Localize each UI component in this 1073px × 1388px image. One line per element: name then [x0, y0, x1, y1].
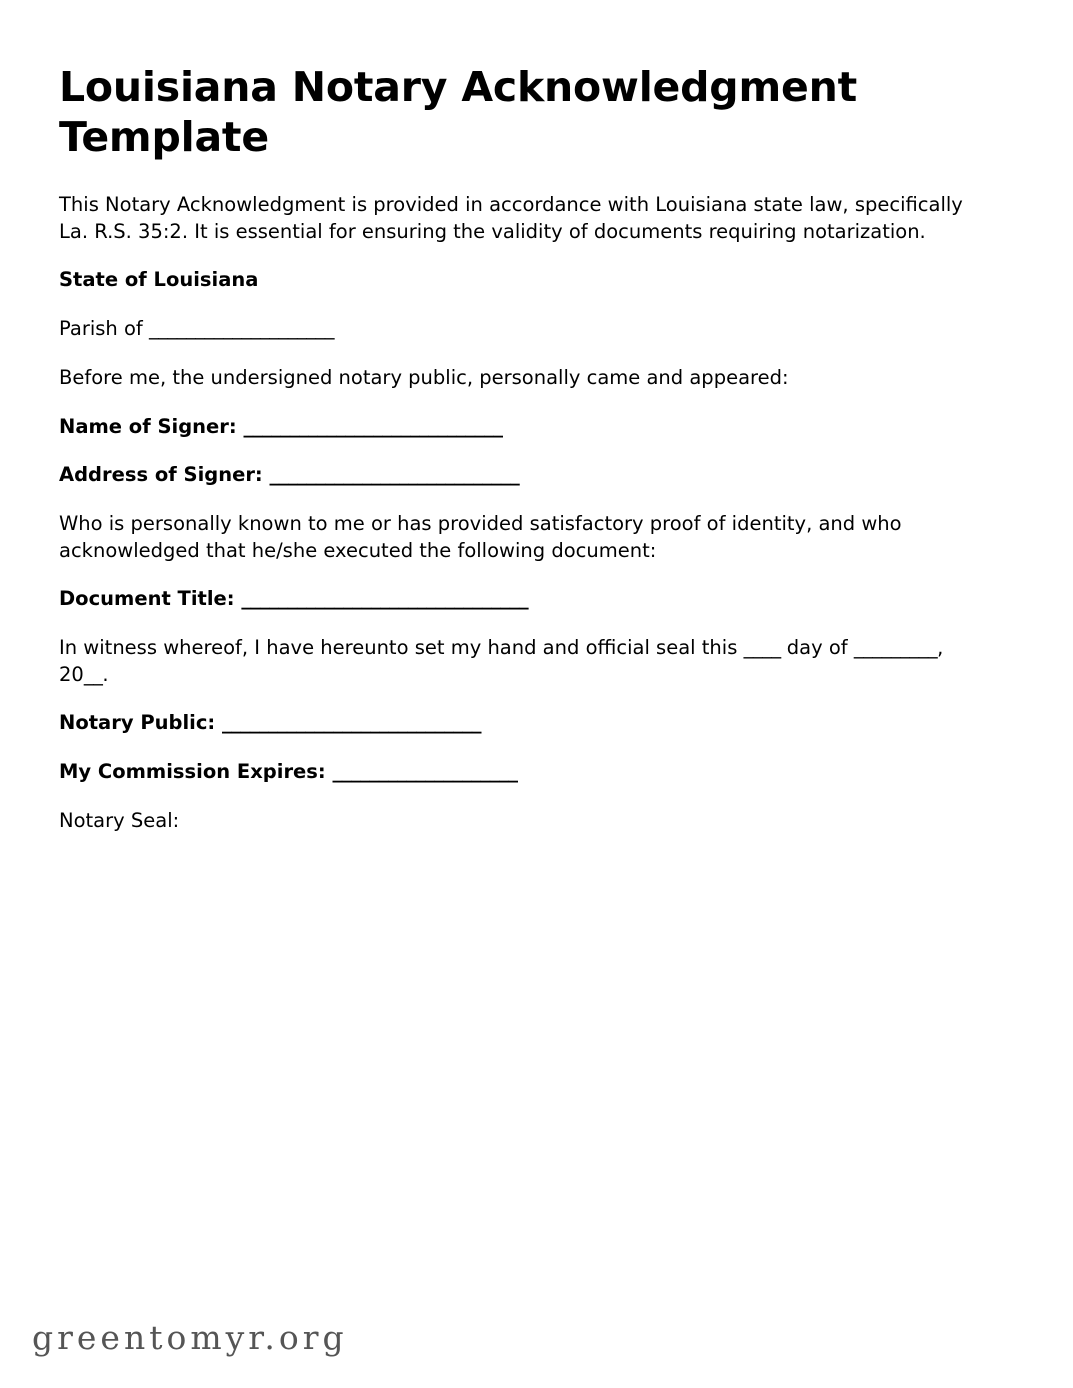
- document-title-line: [59, 586, 971, 613]
- document-title-blank-field[interactable]: _______________________________: [241, 587, 529, 611]
- known-to-me-paragraph: Who is personally known to me or has provided satisfactory proof of identity, and who acknowledged that he/she executed the following document:: [59, 511, 902, 562]
- witness-paragraph: [59, 635, 971, 688]
- witness-day-blank-field[interactable]: ____: [743, 636, 781, 660]
- address-of-signer-line: [59, 462, 971, 489]
- site-watermark: greentomyr.org: [32, 1318, 348, 1357]
- document-title-label: Document Title:: [59, 587, 242, 611]
- witness-month-blank-field[interactable]: _________: [853, 636, 938, 660]
- commission-expires-line: [59, 759, 971, 786]
- notary-seal-label: Notary Seal:: [59, 808, 180, 832]
- witness-year-blank-field[interactable]: __: [83, 662, 103, 686]
- witness-text-part2: day of: [780, 636, 854, 660]
- witness-text-part1: In witness whereof, I have hereunto set my hand and official seal this: [59, 636, 744, 660]
- commission-expires-blank-field[interactable]: ____________________: [332, 760, 518, 784]
- intro-paragraph: This Notary Acknowledgment is provided in accordance with Louisiana state law, specifically La. R.S. 35:2. It is essential for ensuring the validity of documents requiring notarization.: [59, 193, 963, 243]
- parish-line: [59, 316, 971, 343]
- state-heading: State of Louisiana: [59, 268, 259, 292]
- name-of-signer-label: Name of Signer:: [59, 414, 244, 438]
- page-title: Louisiana Notary Acknowledgment Template: [59, 63, 857, 162]
- notary-public-blank-field[interactable]: ____________________________: [221, 711, 481, 735]
- parish-label: Parish of: [59, 317, 149, 341]
- address-of-signer-label: Address of Signer:: [59, 463, 270, 487]
- witness-text-part3: , 20: [59, 636, 944, 686]
- name-of-signer-blank-field[interactable]: ____________________________: [243, 414, 503, 438]
- notary-public-label: Notary Public:: [59, 711, 222, 735]
- address-of-signer-blank-field[interactable]: ___________________________: [269, 463, 520, 487]
- parish-blank-field[interactable]: ____________________: [148, 317, 334, 341]
- document-body: [59, 62, 971, 857]
- name-of-signer-line: [59, 414, 971, 441]
- witness-text-part4: .: [102, 662, 109, 686]
- notary-public-line: [59, 710, 971, 737]
- commission-expires-label: My Commission Expires:: [59, 760, 333, 784]
- before-me-paragraph: Before me, the undersigned notary public, personally came and appeared:: [59, 365, 789, 389]
